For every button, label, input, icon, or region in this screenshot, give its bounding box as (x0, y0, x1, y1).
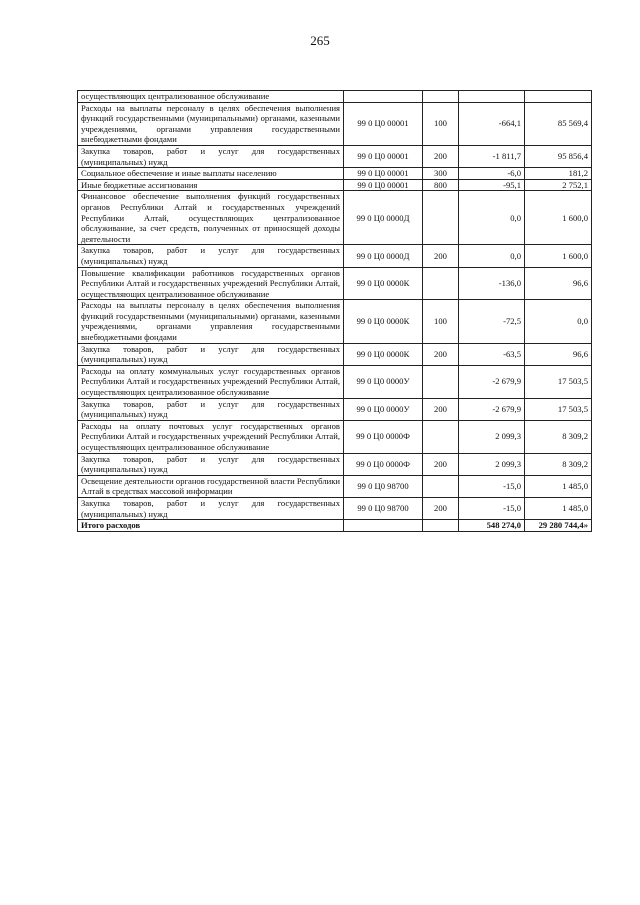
change-amount-cell: -63,5 (459, 343, 525, 365)
table-row (78, 168, 592, 180)
change-amount-cell: -1 811,7 (459, 145, 525, 167)
table-row (78, 365, 592, 398)
change-amount-cell (459, 91, 525, 103)
expense-type-cell (423, 267, 459, 300)
table-row (78, 91, 592, 103)
target-code-cell (344, 520, 423, 532)
table-row (78, 475, 592, 497)
target-code-cell: 99 0 Ц0 00001 (344, 168, 423, 180)
expense-type-cell: 800 (423, 179, 459, 191)
table-row (78, 398, 592, 420)
table-row (78, 300, 592, 343)
change-amount-cell: -6,0 (459, 168, 525, 180)
budget-table (77, 90, 592, 532)
total-amount-cell (525, 91, 592, 103)
change-amount-cell: 2 099,3 (459, 420, 525, 453)
target-code-cell: 99 0 Ц0 0000К (344, 343, 423, 365)
change-amount-cell: 548 274,0 (459, 520, 525, 532)
total-amount-cell: 1 485,0 (525, 475, 592, 497)
expense-name-cell: Расходы на оплату почтовых услуг государственных органов Республики Алтай и государственных учреждений Республики Алтай, осуществляющих централизованное обслуживание (78, 420, 344, 453)
expense-type-cell: 200 (423, 398, 459, 420)
total-amount-cell: 1 600,0 (525, 191, 592, 245)
target-code-cell: 99 0 Ц0 0000У (344, 365, 423, 398)
expense-type-cell: 100 (423, 300, 459, 343)
target-code-cell: 99 0 Ц0 0000Д (344, 191, 423, 245)
total-amount-cell: 95 856,4 (525, 145, 592, 167)
expense-type-cell: 200 (423, 497, 459, 519)
total-amount-cell: 96,6 (525, 343, 592, 365)
expense-name-cell: Итого расходов (78, 520, 344, 532)
expense-name-cell: Повышение квалификации работников государственных органов Республики Алтай и государственных учреждений Республики Алтай, осуществляющих централизованное обслуживание (78, 267, 344, 300)
total-amount-cell: 8 309,2 (525, 420, 592, 453)
expense-type-cell (423, 475, 459, 497)
expense-type-cell (423, 520, 459, 532)
target-code-cell (344, 91, 423, 103)
target-code-cell: 99 0 Ц0 0000Ф (344, 453, 423, 475)
target-code-cell: 99 0 Ц0 0000У (344, 398, 423, 420)
expense-name-cell: осуществляющих централизованное обслуживание (78, 91, 344, 103)
expense-type-cell: 200 (423, 453, 459, 475)
expense-type-cell (423, 91, 459, 103)
change-amount-cell: -136,0 (459, 267, 525, 300)
budget-table-body (78, 91, 592, 532)
total-amount-cell: 1 485,0 (525, 497, 592, 519)
expense-type-cell (423, 365, 459, 398)
expense-type-cell: 300 (423, 168, 459, 180)
expense-name-cell: Расходы на выплаты персоналу в целях обеспечения выполнения функций государственными (муниципальными) органами, казенными учреждениями, органами управления государственными внебюджетными фондами (78, 300, 344, 343)
target-code-cell: 99 0 Ц0 00001 (344, 179, 423, 191)
expense-type-cell: 100 (423, 102, 459, 145)
table-row (78, 191, 592, 245)
expense-name-cell: Закупка товаров, работ и услуг для государственных (муниципальных) нужд (78, 453, 344, 475)
change-amount-cell: -72,5 (459, 300, 525, 343)
change-amount-cell: -2 679,9 (459, 365, 525, 398)
target-code-cell: 99 0 Ц0 0000Д (344, 245, 423, 267)
total-amount-cell: 17 503,5 (525, 398, 592, 420)
expense-name-cell: Освещение деятельности органов государственной власти Республики Алтай в средствах массовой информации (78, 475, 344, 497)
expense-name-cell: Закупка товаров, работ и услуг для государственных (муниципальных) нужд (78, 398, 344, 420)
table-row (78, 245, 592, 267)
change-amount-cell: -664,1 (459, 102, 525, 145)
expense-name-cell: Закупка товаров, работ и услуг для государственных (муниципальных) нужд (78, 245, 344, 267)
expense-name-cell: Расходы на оплату коммунальных услуг государственных органов Республики Алтай и государственных учреждений Республики Алтай, осуществляющих централизованное обслуживание (78, 365, 344, 398)
target-code-cell: 99 0 Ц0 0000Ф (344, 420, 423, 453)
table-row (78, 179, 592, 191)
total-amount-cell: 29 280 744,4» (525, 520, 592, 532)
expense-name-cell: Социальное обеспечение и иные выплаты населению (78, 168, 344, 180)
change-amount-cell: -15,0 (459, 475, 525, 497)
expense-type-cell (423, 191, 459, 245)
expense-type-cell (423, 420, 459, 453)
change-amount-cell: 0,0 (459, 191, 525, 245)
table-row (78, 497, 592, 519)
total-row (78, 520, 592, 532)
total-amount-cell: 8 309,2 (525, 453, 592, 475)
change-amount-cell: 0,0 (459, 245, 525, 267)
target-code-cell: 99 0 Ц0 0000К (344, 267, 423, 300)
change-amount-cell: -95,1 (459, 179, 525, 191)
target-code-cell: 99 0 Ц0 98700 (344, 497, 423, 519)
change-amount-cell: -2 679,9 (459, 398, 525, 420)
table-row (78, 102, 592, 145)
table-row (78, 453, 592, 475)
expense-type-cell: 200 (423, 343, 459, 365)
table-row (78, 145, 592, 167)
target-code-cell: 99 0 Ц0 0000К (344, 300, 423, 343)
table-row (78, 343, 592, 365)
target-code-cell: 99 0 Ц0 98700 (344, 475, 423, 497)
expense-name-cell: Иные бюджетные ассигнования (78, 179, 344, 191)
expense-name-cell: Финансовое обеспечение выполнения функций государственных органов Республики Алтай и государственных учреждений Республики Алтай, осуществляющих централизованное обслуживание, за счет средств, полученных от приносящей доходы деятельности (78, 191, 344, 245)
change-amount-cell: -15,0 (459, 497, 525, 519)
total-amount-cell: 85 569,4 (525, 102, 592, 145)
table-row (78, 420, 592, 453)
expense-type-cell: 200 (423, 245, 459, 267)
total-amount-cell: 96,6 (525, 267, 592, 300)
expense-name-cell: Закупка товаров, работ и услуг для государственных (муниципальных) нужд (78, 145, 344, 167)
expense-name-cell: Закупка товаров, работ и услуг для государственных (муниципальных) нужд (78, 343, 344, 365)
table-row (78, 267, 592, 300)
expense-name-cell: Закупка товаров, работ и услуг для государственных (муниципальных) нужд (78, 497, 344, 519)
expense-name-cell: Расходы на выплаты персоналу в целях обеспечения выполнения функций государственными (муниципальными) органами, казенными учреждениями, органами управления государственными внебюджетными фондами (78, 102, 344, 145)
total-amount-cell: 181,2 (525, 168, 592, 180)
change-amount-cell: 2 099,3 (459, 453, 525, 475)
target-code-cell: 99 0 Ц0 00001 (344, 145, 423, 167)
total-amount-cell: 2 752,1 (525, 179, 592, 191)
total-amount-cell: 17 503,5 (525, 365, 592, 398)
target-code-cell: 99 0 Ц0 00001 (344, 102, 423, 145)
page-number: 265 (310, 33, 330, 48)
expense-type-cell: 200 (423, 145, 459, 167)
total-amount-cell: 0,0 (525, 300, 592, 343)
total-amount-cell: 1 600,0 (525, 245, 592, 267)
